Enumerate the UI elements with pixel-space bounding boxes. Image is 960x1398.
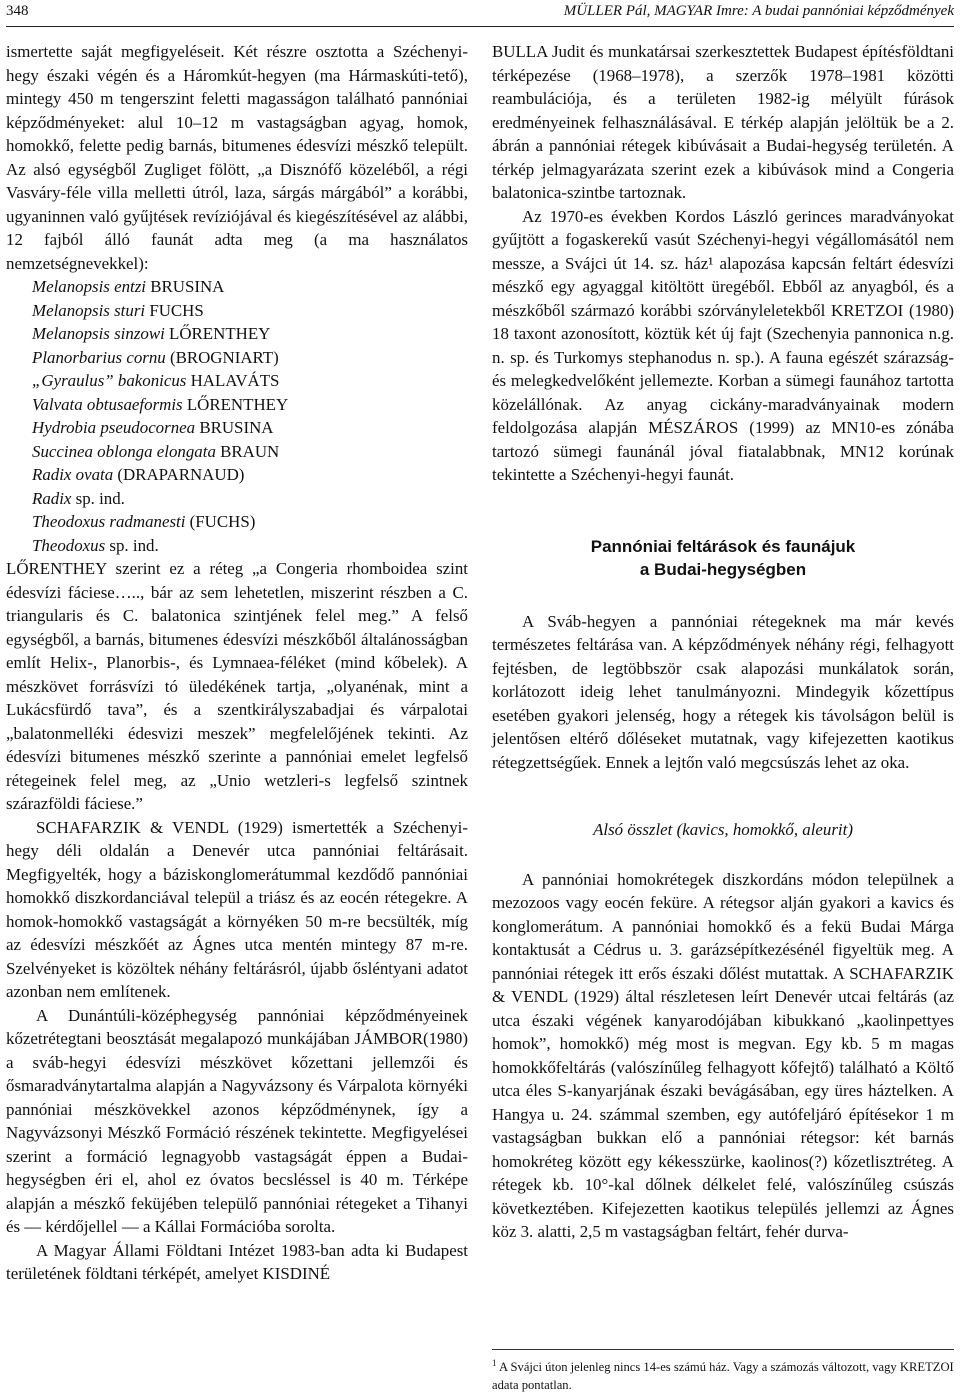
page-header bbox=[6, 0, 954, 28]
species-name: Succinea oblonga elongata bbox=[32, 441, 216, 461]
species-item bbox=[32, 275, 468, 299]
footnote bbox=[492, 1349, 954, 1394]
left-paragraph-5: A Magyar Állami Földtani Intézet 1983-ban adta ki Budapest területének földtani térképét, amelyet KISDINÉ bbox=[6, 1240, 468, 1283]
right-paragraph-4: A pannóniai homokrétegek diszkordáns módon települnek a mezozoos vagy eocén feküre. A rétegsor alján gyakori a kavics és konglomerátum. A pannóniai homokkő és a fekü Budai Márga kontaktusát a Cédrus u. 3. garázsépítkezésénél figyeltük meg. A pannóniai rétegek itt erős északi dőlést mutattak. A SCHAFARZIK & VENDL (1929) által részletesen leírt Denevér utcai feltárás (az utca északi végének kanyarodójában kibukkanó „kaolinpettyes homok”, homokkő) még most is megvan. Egy kb. 5 m magas homokkőfeltárás (valószínűleg felhagyott kőfejtő) található a Költő utca éles S-kanyarjának északi bevágásában, egy üres háztelken. A Hangya u. 24. számmal szemben, egy autófeljáró építésekor 1 m vastagságban bukkan elő a pannóniai rétegsor: két barnás homokréteg között egy kékesszürke, kaolinos(?) kőzetlisztréteg. A rétegek kb. 10°-kal dőlnek délkelet felé, valószínűleg csúszás következtében. Kifejezetten kaotikus település jellemzi az Ágnes köz 3. alatti, 2,5 m vastagságban feltárt, fehér durva- bbox=[492, 869, 954, 1241]
species-item bbox=[32, 369, 468, 393]
left-paragraph-2: LŐRENTHEY szerint ez a réteg „a Congeria rhomboidea szint édesvízi fáciese….., bár az sem lehetetlen, miszerint részben a C. triangularis és C. balatonica szintjének felel meg.” A felső egységből, a barnás, bitumenes édesvízi mészkőből általánosságban említ Helix-, Planorbis-, és Lymnaea-féléket (mind kőbelek). A mészkövet forrásvízi tó üledékének tartja, „olyanénak, mint a Lukácsfürdő tava”, és a szentkirályszabadjai és várpalotai „balatonmelléki édesvizi meszek” megfelelőjének tekinti. Az édesvízi bitumenes mészkő szerinte a pannóniai emelet legfelső rétegeinek felel meg, az „Unio wetzleri-s legfelső szintnek szárazföldi fáciese.” bbox=[6, 559, 468, 813]
species-item bbox=[32, 463, 468, 487]
footnote-text: A Svájci úton jelenleg nincs 14-es számú ház. Vagy a számozás változott, vagy KRETZOI adata pontatlan. bbox=[492, 1360, 954, 1392]
species-author: LŐRENTHEY bbox=[182, 394, 289, 414]
species-name: Radix bbox=[32, 488, 72, 508]
species-author: LŐRENTHEY bbox=[164, 324, 271, 343]
species-name: Valvata obtusaeformis bbox=[32, 394, 183, 414]
species-name: „Gyraulus” bakonicus bbox=[32, 371, 187, 390]
running-title: MÜLLER Pál, MAGYAR Imre: A budai pannóniai képződmények bbox=[563, 3, 954, 19]
left-column bbox=[6, 40, 468, 1286]
right-paragraph-3: A Sváb-hegyen a pannóniai rétegeknek ma már kevés természetes feltárása van. A képződmények néhány régi, felhagyott fejtésben, de legtöbbször csak alapozási munkálatok során, korlátozott ideig lehet tanulmányozni. Mindegyik kőzettípus esetében gyakori jelenség, hogy a rétegek kis távolságon belül is jelentősen eltérő dőléseket mutatnak, vagy kifejezetten kaotikus rétegzettségűek. Ennek a lejtőn való megcsúszás lehet az oka. bbox=[492, 611, 954, 772]
right-paragraph-2: Az 1970-es években Kordos László gerinces maradványokat gyűjtött a fogaskerekű vasút Széchenyi-hegyi végállomásától nem messze, a Svájci út 14. sz. ház¹ alapozása kapcsán feltárt édesvízi mészkő egy agyaggal kitöltött üregéből. Ebből az anyagból, és a mészkőből származó korábbi szórványleletekből KRETZOI (1980) 18 taxont azonosított, köztük két új fajt (Szechenyia pannonica n.g. n. sp. és Turkomys stephanodus n. sp.). A fauna egészét szárazság- és melegkedvelőként jellemezte. Korban a sümegi faunához tartotta közelállónak. Az anyag cickány-maradványainak modern feldolgozása alapján MÉSZÁROS (1999) az MN10-es zónába tartozó sümegi faunánál jóval fiatalabbnak, MN12 korúnak tekintette a Széchenyi-hegyi faunát. bbox=[492, 206, 954, 484]
species-name: Radix ovata bbox=[32, 465, 114, 484]
species-item bbox=[32, 393, 468, 417]
section-heading-line-1: Pannóniai feltárások és faunájuk bbox=[590, 536, 856, 556]
species-author: HALAVÁTS bbox=[186, 371, 280, 390]
species-name: Melanopsis sturi bbox=[32, 300, 146, 320]
species-author: sp. ind. bbox=[105, 535, 159, 555]
species-author: (FUCHS) bbox=[185, 512, 256, 531]
species-list bbox=[6, 275, 468, 557]
species-author: FUCHS bbox=[145, 300, 204, 320]
species-item bbox=[32, 510, 468, 534]
species-item bbox=[32, 440, 468, 464]
left-paragraph-4: A Dunántúli-középhegység pannóniai képződményeinek kőzetrétegtani beosztását megalapozó munkájában JÁMBOR(1980) a sváb-hegyi édesvízi mészkövet kőzettani jellemzői és ősmaradványtartalma alapján a Nagyvázsony és Várpalota környéki pannóniai mészkövekkel azonos képződménynek, így a Nagyvázsonyi Mészkő Formáció részének tekintette. Megfigyelései szerint a formáció legnagyobb vastagságát éppen a Budai-hegységben éri el, ahol ez óvatos becsléssel is 40 m. Térképe alapján a mészkő feküjében települő pannóniai rétegeket a Tihanyi és — kérdőjellel — a Kállai Formációba sorolta. bbox=[6, 1005, 468, 1236]
section-heading-line-2: a Budai-hegységben bbox=[639, 560, 807, 579]
left-paragraph-1: ismertette saját megfigyeléseit. Két részre osztotta a Széchenyi-hegy északi végén és a Háromkút-hegyen (ma Hármaskúti-tető), mintegy 450 m tengerszint feletti magasságon található pannóniai képződményeket: alul 10–12 m vastagságban agyag, homok, homokkő, felette pedig barnás, bitumenes édesvízi mészkő települt. Az alsó egységből Zugliget fölött, „a Disznófő közeléből, a régi Vasváry-féle villa melletti útról, laza, sárgás márgából” a korábbi, ugyaninnen való gyűjtések revíziójával és kiegészítésével az alábbi, 12 fajból álló faunát adta meg (a ma használatos nemzetségnevekkel): bbox=[6, 42, 468, 273]
header-rule bbox=[6, 26, 954, 27]
species-name: Theodoxus bbox=[32, 535, 106, 555]
species-item bbox=[32, 416, 468, 440]
right-paragraph-1: BULLA Judit és munkatársai szerkesztettek Budapest építésföldtani térképezése (1968–1978), a szerzők 1978–1981 közötti reambulációja, és a területen 1982-ig mélyült fúrások eredményeinek felhasználásával. E térkép alapján jelöltük be a 2. ábrán a pannóniai rétegek kibúvásait a Budai-hegység területén. A térkép jelmagyarázata szerint ezek a kibúvások mind a Congeria balatonica-szintbe tartoznak. bbox=[492, 42, 954, 202]
species-author: (DRAPARNAUD) bbox=[113, 465, 245, 484]
subsection-heading: Alsó összlet (kavics, homokkő, aleurit) bbox=[593, 820, 853, 839]
species-item bbox=[32, 487, 468, 511]
species-item bbox=[32, 299, 468, 323]
left-paragraph-3: SCHAFARZIK & VENDL (1929) ismertették a Széchenyi-hegy déli oldalán a Denevér utca pannóniai feltárásait. Megfigyelték, hogy a báziskonglomerátummal kezdődő pannóniai homokkő diszkordanciával települ a triász és az eocén rétegekre. A homok-homokkő vastagságát a környéken 50 m-re becsülték, míg az édesvízi mészkőét az Ágnes utca mentén mintegy 87 m-re. Szelvényeket is közöltek néhány feltárásról, újabb ősléntyani adatot azonban nem említenek. bbox=[6, 817, 468, 1001]
footnote-mark: 1 bbox=[492, 1357, 497, 1368]
species-name: Planorbarius cornu bbox=[32, 347, 166, 367]
species-name: Hydrobia pseudocornea bbox=[32, 418, 196, 437]
species-author: BRAUN bbox=[215, 441, 280, 461]
species-item bbox=[32, 534, 468, 558]
species-name: Theodoxus radmanesti bbox=[32, 512, 186, 531]
right-column bbox=[492, 40, 954, 1244]
species-author: (BROGNIART) bbox=[165, 347, 279, 367]
page-number: 348 bbox=[6, 3, 29, 19]
species-author: sp. ind. bbox=[71, 488, 125, 508]
species-item bbox=[32, 322, 468, 346]
section-heading bbox=[492, 535, 954, 582]
species-name: Melanopsis sinzowi bbox=[32, 324, 165, 343]
species-author: BRUSINA bbox=[146, 277, 225, 296]
species-item bbox=[32, 346, 468, 370]
species-author: BRUSINA bbox=[195, 418, 274, 437]
species-name: Melanopsis entzi bbox=[32, 277, 147, 296]
